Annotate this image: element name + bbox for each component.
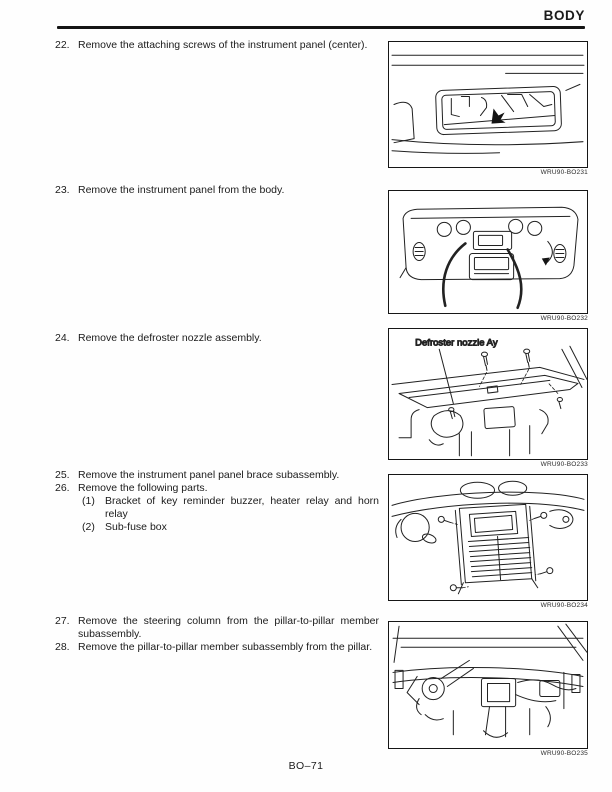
page-title: BODY xyxy=(543,8,585,23)
sub-step-text: Bracket of key reminder buzzer, heater relay and horn relay xyxy=(105,495,379,520)
step-24 xyxy=(55,332,379,345)
figure-5 xyxy=(388,621,588,757)
figure-4-box xyxy=(388,474,588,601)
step-number: 25. xyxy=(55,469,70,481)
figure-4 xyxy=(388,474,588,609)
step-26 xyxy=(55,482,379,495)
figure-5-box xyxy=(388,621,588,749)
step-27 xyxy=(55,615,379,641)
step-text: Remove the following parts. xyxy=(78,482,208,494)
figure-3-illustration-defroster-nozzle xyxy=(389,329,587,459)
figure-5-illustration-pillar-to-pillar-member xyxy=(389,622,587,748)
step-number: 28. xyxy=(55,641,70,653)
figure-3 xyxy=(388,328,588,468)
figure-1-illustration-instrument-panel-center xyxy=(389,42,587,167)
step-number: 23. xyxy=(55,184,70,196)
step-text: Remove the steering column from the pillar-to-pillar member subassembly. xyxy=(78,615,379,640)
steps-25-26 xyxy=(55,469,379,534)
step-25 xyxy=(55,469,379,482)
steps-27-28 xyxy=(55,615,379,654)
figure-2-box xyxy=(388,190,588,314)
figure-4-illustration-panel-brace xyxy=(389,475,587,600)
figure-1 xyxy=(388,41,588,176)
figure-5-caption: WRU90-BO235 xyxy=(540,750,588,757)
step-26-sub-1 xyxy=(82,495,379,521)
step-23 xyxy=(55,184,379,197)
step-number: 27. xyxy=(55,615,70,627)
step-text: Remove the instrument panel from the body. xyxy=(78,184,285,196)
step-number: 22. xyxy=(55,39,70,51)
figure-1-box xyxy=(388,41,588,168)
sub-step-number: (2) xyxy=(82,521,95,533)
sub-step-number: (1) xyxy=(82,495,95,507)
figure-2-illustration-instrument-panel xyxy=(389,191,587,313)
step-text: Remove the pillar-to-pillar member subassembly from the pillar. xyxy=(78,641,373,653)
figure-2-caption: WRU90-BO232 xyxy=(540,315,588,322)
header-rule xyxy=(57,26,585,29)
page-number: BO–71 xyxy=(288,760,324,772)
step-text: Remove the defroster nozzle assembly. xyxy=(78,332,262,344)
figure-2 xyxy=(388,190,588,322)
sub-step-text: Sub-fuse box xyxy=(105,521,167,533)
figure-4-caption: WRU90-BO234 xyxy=(540,602,588,609)
step-text: Remove the instrument panel panel brace subassembly. xyxy=(78,469,340,481)
figure-3-part-label: Defroster nozzle Ay xyxy=(415,337,498,349)
figure-3-box xyxy=(388,328,588,460)
step-text: Remove the attaching screws of the instrument panel (center). xyxy=(78,39,368,51)
figure-1-caption: WRU90-BO231 xyxy=(540,169,588,176)
step-number: 26. xyxy=(55,482,70,494)
step-28 xyxy=(55,641,379,654)
step-26-sub-2 xyxy=(82,521,379,534)
step-22 xyxy=(55,39,379,52)
figure-3-caption: WRU90-BO233 xyxy=(540,461,588,468)
step-number: 24. xyxy=(55,332,70,344)
